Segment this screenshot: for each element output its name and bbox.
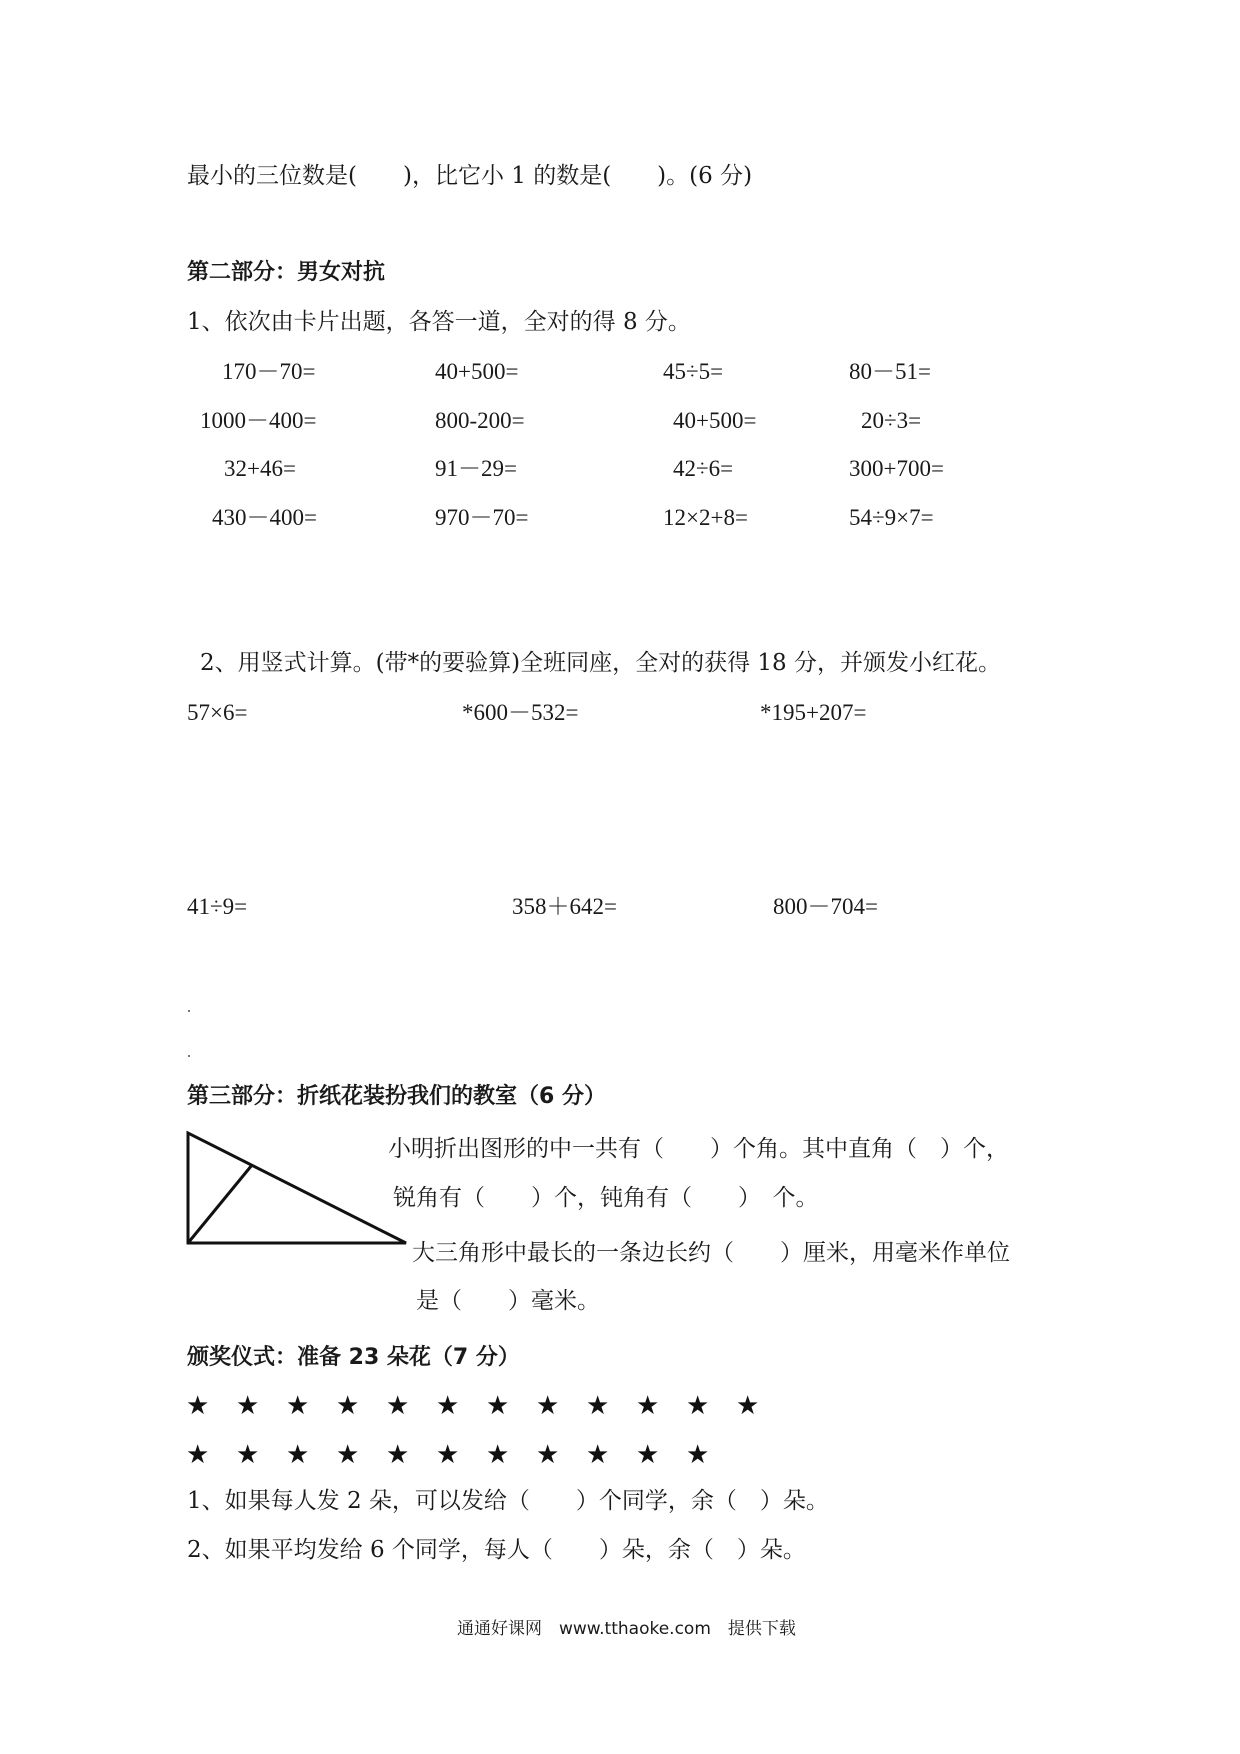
flower-star-icon: ★ [486, 1440, 510, 1470]
flower-star-icon: ★ [386, 1440, 410, 1470]
part2-title: 第二部分：男女对抗 [187, 260, 386, 285]
fold-line [188, 1165, 252, 1243]
part3-line1: 小明折出图形的中一共有（ ）个角。其中直角（ ）个， [388, 1136, 1009, 1162]
large-triangle [188, 1133, 406, 1243]
part2-q2-text: 2、用竖式计算。(带*的要验算)全班同座，全对的获得 18 分，并颁发小红花。 [200, 650, 1001, 676]
flower-star-icon: ★ [536, 1391, 560, 1421]
flower-star-icon: ★ [386, 1391, 410, 1421]
oral-item: 91－29= [435, 456, 517, 481]
oral-item: 40+500= [435, 359, 519, 384]
flower-star-icon: ★ [436, 1391, 460, 1421]
intro-question: 最小的三位数是( )，比它小 1 的数是( )。(6 分) [187, 163, 753, 189]
flower-star-icon: ★ [736, 1391, 760, 1421]
flower-star-icon: ★ [486, 1391, 510, 1421]
footer-credit: 通通好课网 www.tthaoke.com 提供下载 [457, 1619, 796, 1639]
part3-line3: 大三角形中最长的一条边长约（ ）厘米，用毫米作单位 [412, 1240, 1010, 1266]
vertical-calc-item: *195+207= [760, 700, 867, 725]
flower-star-icon: ★ [236, 1440, 260, 1470]
oral-item: 170－70= [222, 359, 316, 384]
oral-item: 42÷6= [673, 456, 734, 481]
oral-item: 45÷5= [663, 359, 724, 384]
oral-item: 1000－400= [200, 408, 317, 433]
oral-item: 20÷3= [861, 408, 922, 433]
folded-triangle-figure [180, 1125, 420, 1255]
vertical-calc-item: 358＋642= [512, 894, 617, 919]
part3-title: 第三部分：折纸花装扮我们的教室（6 分） [187, 1084, 606, 1109]
flower-star-icon: ★ [586, 1440, 610, 1470]
vertical-calc-item: 41÷9= [187, 894, 248, 919]
oral-item: 800-200= [435, 408, 525, 433]
flower-star-icon: ★ [286, 1391, 310, 1421]
oral-item: 12×2+8= [663, 505, 748, 530]
flower-star-icon: ★ [636, 1391, 660, 1421]
vertical-calc-item: *600－532= [462, 700, 579, 725]
flower-star-icon: ★ [186, 1440, 210, 1470]
flower-star-icon: ★ [236, 1391, 260, 1421]
flower-star-icon: ★ [536, 1440, 560, 1470]
scan-speck [188, 1010, 190, 1012]
part3-line2: 锐角有（ ）个，钝角有（ ） 个。 [393, 1185, 819, 1211]
part3-line4: 是（ ）毫米。 [416, 1288, 600, 1314]
vertical-calc-item: 800－704= [773, 894, 878, 919]
part2-q1-text: 1、依次由卡片出题，各答一道，全对的得 8 分。 [187, 309, 691, 335]
flower-star-icon: ★ [336, 1440, 360, 1470]
flower-star-icon: ★ [636, 1440, 660, 1470]
vertical-calc-item: 57×6= [187, 700, 248, 725]
flower-star-icon: ★ [686, 1391, 710, 1421]
flower-star-icon: ★ [186, 1391, 210, 1421]
oral-item: 32+46= [224, 456, 296, 481]
oral-item: 970－70= [435, 505, 529, 530]
oral-item: 80－51= [849, 359, 931, 384]
oral-item: 54÷9×7= [849, 505, 934, 530]
award-q2: 2、如果平均发给 6 个同学，每人（ ）朵，余（ ）朵。 [187, 1537, 806, 1563]
scan-speck [188, 1055, 190, 1057]
flower-star-icon: ★ [286, 1440, 310, 1470]
oral-item: 40+500= [673, 408, 757, 433]
flower-star-icon: ★ [336, 1391, 360, 1421]
award-q1: 1、如果每人发 2 朵，可以发给（ ）个同学，余（ ）朵。 [187, 1488, 829, 1514]
award-title: 颁奖仪式：准备 23 朵花（7 分） [187, 1345, 520, 1370]
flower-star-icon: ★ [586, 1391, 610, 1421]
flower-star-icon: ★ [436, 1440, 460, 1470]
oral-item: 430－400= [212, 505, 317, 530]
flower-star-icon: ★ [686, 1440, 710, 1470]
oral-item: 300+700= [849, 456, 944, 481]
